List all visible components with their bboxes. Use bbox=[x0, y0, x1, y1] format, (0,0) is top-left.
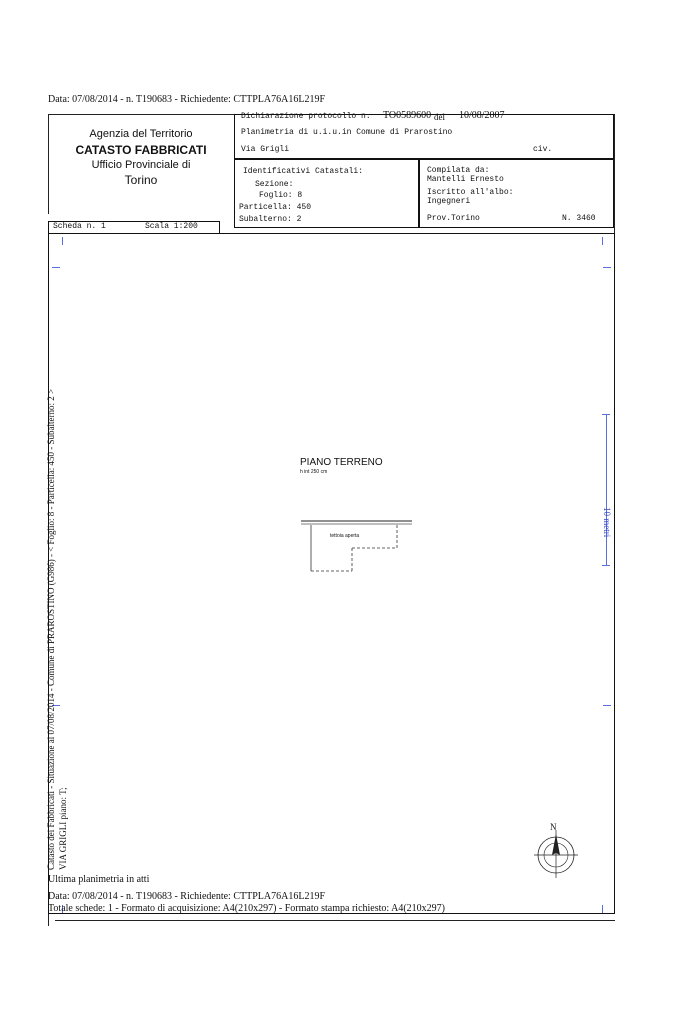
declaration-date: 10/08/2007 bbox=[459, 110, 505, 121]
frame-tick bbox=[602, 237, 603, 245]
frame-bottom-tick bbox=[48, 914, 49, 926]
floor-height: h int 250 cm bbox=[300, 469, 328, 475]
catasto-title: CATASTO FABBRICATI bbox=[75, 143, 207, 157]
room-label: tettoia aperta bbox=[330, 533, 360, 539]
planimetria-text: Planimetria di u.i.u.in Comune di Prarostino bbox=[241, 128, 453, 137]
footer-last-plan: Ultima planimetria in atti bbox=[48, 874, 150, 885]
scale-bar-end bbox=[602, 414, 610, 415]
north-arrow-icon bbox=[531, 828, 581, 880]
frame-tick bbox=[602, 905, 603, 913]
frame-tick bbox=[603, 705, 611, 706]
declaration-label: Dichiarazione protocollo n. bbox=[241, 112, 371, 121]
scale-bar-end bbox=[602, 565, 610, 566]
office-label: Ufficio Provinciale di bbox=[91, 159, 191, 171]
albo-label: Iscritto all'albo: bbox=[427, 188, 514, 197]
subalterno-value: Subalterno: 2 bbox=[239, 215, 302, 224]
sezione-label: Sezione: bbox=[255, 180, 294, 189]
request-header-line: Data: 07/08/2014 - n. T190683 - Richiedente: CTTPLA76A16L219F bbox=[48, 94, 326, 105]
foglio-value: Foglio: 8 bbox=[259, 191, 303, 200]
scale-bar bbox=[606, 414, 607, 566]
floor-title: PIANO TERRENO bbox=[300, 457, 383, 468]
address-text: Via Grigli bbox=[241, 145, 290, 154]
frame-tick bbox=[603, 267, 611, 268]
registration-number: N. 3460 bbox=[562, 214, 596, 223]
identifiers-title: Identificativi Catastali: bbox=[243, 167, 364, 176]
particella-value: Particella: 450 bbox=[239, 203, 312, 212]
north-label: N bbox=[550, 822, 557, 832]
declaration-del: del bbox=[434, 112, 445, 122]
scala-label: Scala 1:200 bbox=[145, 222, 198, 231]
floor-plan-drawing bbox=[296, 518, 416, 576]
albo-value: Ingegneri bbox=[427, 197, 471, 206]
civ-label: civ. bbox=[533, 145, 553, 154]
agency-name: Agenzia del Territorio bbox=[89, 128, 193, 140]
frame-bottom-dim-line bbox=[55, 920, 615, 921]
prov-value: Prov.Torino bbox=[427, 214, 480, 223]
frame-tick bbox=[62, 237, 63, 245]
compiler-name: Mantelli Ernesto bbox=[427, 175, 504, 184]
side-situation-text: Catasto dei Fabbricati - Situazione al 07/08/2014 - Comune di PRAROSTINO (G986) - < Foglio: 8 - Particella: 450 - Subalterno: 2 > bbox=[46, 388, 56, 870]
frame-tick bbox=[52, 267, 60, 268]
declaration-number: TO0589600 bbox=[383, 110, 432, 121]
footer-data-line: Data: 07/08/2014 - n. T190683 - Richiedente: CTTPLA76A16L219F bbox=[48, 891, 326, 902]
compiler-label: Compilata da: bbox=[427, 166, 490, 175]
scheda-label: Scheda n. 1 bbox=[53, 222, 106, 231]
office-city: Torino bbox=[124, 173, 158, 187]
agency-block bbox=[48, 128, 234, 187]
scale-bar-label: 10 metri bbox=[602, 507, 612, 538]
side-address-text: VIA GRIGLI piano: T; bbox=[58, 787, 68, 870]
footer-totale-line: Totale schede: 1 - Formato di acquisizione: A4(210x297) - Formato stampa richiesto: A4(210x297) bbox=[48, 903, 445, 914]
